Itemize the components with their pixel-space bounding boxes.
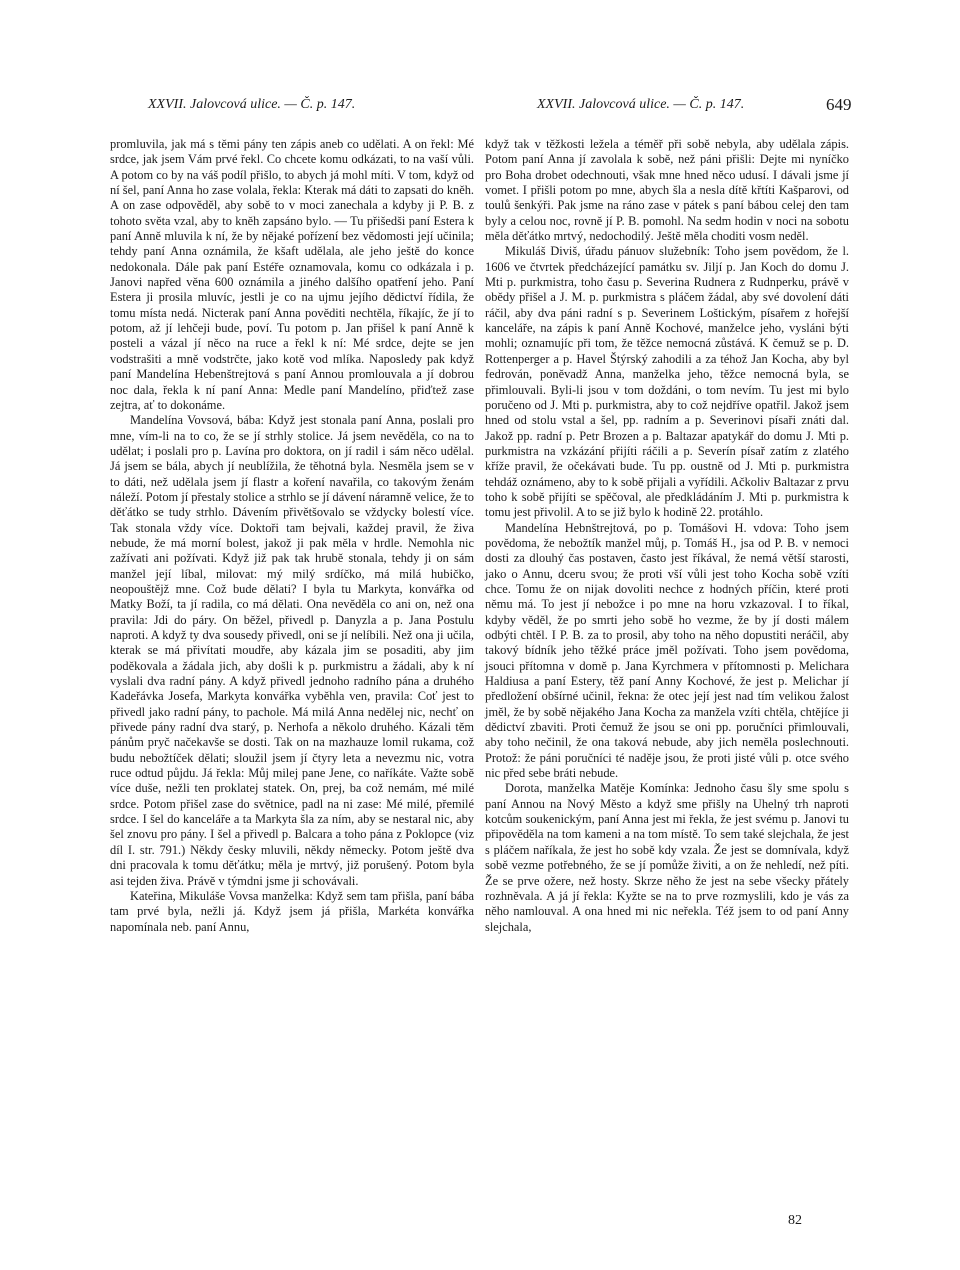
paragraph: promluvila, jak má s těmi pány ten zápis aneb co udělati. A on řekl: Mé srdce, jak jsem Vám prvé řekl. Co chcete komu odkázati, to na vaší vůli. A potom co by na váš podíl přišlo, to abych já mohl míti. V tom, když od ní šel, paní Anna ho zase volala, řekla: Kterak má dáti to zapsati do kněh. A on zase odpověděl, aby sobě to v moci zanechala a kdyby ji P. B. z tohoto světa vzal, aby to kněh zapsáno bylo. — Tu přišedši paní Estera k paní Anně mluvila k ní, že by nějaké pořízení bez vědomosti její učinila; tehdy paní Anna oznámila, že kšaft udělala, ale jeho ještě do konce nedokonala. Dále pak paní Estéře oznamovala, komu co odkázala i p. Janovi napřed věna 600 oznámila a jiného dalšího opatření jeho. Paní Estera ji prosila mluvíc, jestli je co na ujmu jejího dědictví řídila, že tomu místa nedá. Nicterak paní Anna pověditi nechtěla, říkajíc, že jí to potom, až jí lehčeji bude, poví. Tu potom p. Jan přišel k paní Anně k posteli a vázal jí něco na ruce a řekl k ní: Mé srdce, dejte se jen vodstrašiti a mně vodstrčte, jako kotě vod mlíka. Naposledy pak když paní Mandelína Hebenštrejtová s paní Annou promlouvala a jí dobrou noc dala, řekla k ní paní Anna: Medle paní Mandelíno, přiďtež zase zejtra, ať to dokonáme. xyxy=(110,137,474,412)
right-column xyxy=(485,137,849,935)
paragraph: Mandelína Vovsová, bába: Když jest stonala paní Anna, poslali pro mne, vím-li na to co, že se jí strhly stolice. Já jsem nevěděla, co na to udělat; i poslali pro p. Lavína pro doktora, on jí radil i sám něco udělal. Já jsem se bála, abych jí neublížila, že těhotná byla. Nesměla jsem se v to dáti, než udělala jsem jí flastr a koření navařila, co takovým ženám náleží. Potom jí přestaly stolice a strhlo se jí dávení náramně velice, že to děťátko se tudy strhlo. Dávením přivětšovalo se vždycky bolestí více. Tak stonala vždy více. Doktoři tam bejvali, každej pravil, že živa nebude, že má morní bolest, jakož ji pak měla v hrdle. Nemohla nic zažívati ani požívati. Když již pak tak hrubě stonala, tehdy ji on sám manžel její líbal, milovat: mý milý srdíčko, má milá hubičko, neopouštějž mne. Což bude dělati? I byla tu Markyta, konvářka od Matky Boží, ta jí radila, co má dělati. Ona nevěděla co ani on, než ona pravila: Jdi do páry. On běžel, přivedl p. Danyzla a p. Jana Postulu naproti. A když ty dva sousedy přivedl, oni se jí nelíbili. Než ona ji učila, kterak se má přivítati moudře, aby kázala jim se posaditi, aby jim poděkovala a žádala jich, aby došli k p. purkmistru a žádali, aby k ní vyslali dva radní pány. A když přivedl jednoho radního pána a druhého Kadeřávka Josefa, Markyta konvářka vyběhla ven, pravila: Coť jest to přivedl jako radní pány, to pachole. Má milá Anna nedělej nic, nechť on přivede pány radní dva starý, p. Nerhofa a několo druhého. Kázali těm pánům pryč načekavše se dosti. Tak on na mazhauze lomil rukama, což budu nebožtíček dělati; sloužil jsem jí čtyry leta a nevezmu nic, votra ruce odtud půjdu. Já řekla: Můj milej pane Jene, co naříkáte. Važte sobě více duše, nežli ten proklatej statek. On, prej, ba což nemám, mé milé srdce. Potom přišel zase do světnice, padl na ni zase: Mé milé, přemilé srdce. I šel do kanceláře a ta Markyta šla za ním, aby se nestaral nic, aby šel znovu pro pány. I šel a přivedl p. Balcara a toho pána z Poklopce (viz díl I. str. 791.) Někdy česky mluvili, někdy německy. Potom ještě dva dni pracovala k tomu děťátku; měla je mrtvý, již porušený. Potom byla asi tejden živa. Právě v týmdni jsme ji schovávali. xyxy=(110,413,474,888)
paragraph: Dorota, manželka Matěje Komínka: Jednoho času šly sme spolu s paní Annou na Nový Město a když sme přišly na Uhelný trh naproti kotcům soukenickým, paní Anna jest mi řekla, že jest svému p. Janovi tu připověděla na tom kameni a na tom místě. To sem také slejchala, že jest s pláčem naříkala, že jest ho sobě kdy vzala. Že jest se domnívala, když sobě vezme potřebného, že se jí pomůže živiti, a on že nehledí, než píti. Že se prve ožere, než hosty. Skrze něho že jest na sebe všecky přátely rozhněvala. A já jí řekla: Kyžte se na to prve rozmyslili, kdo je vás za něho namlouval. A ona hned mi nic neřekla. Též jsem to od paní Anny slejchala, xyxy=(485,781,849,934)
paragraph: Mandelína Hebnštrejtová, po p. Tomášovi H. vdova: Toho jsem povědoma, že nebožtík manžel můj, p. Tomáš H., jsa od P. B. v nemoci dosti za dlouhý čas postaven, často jest říkával, že nemá větší starosti, jako o Annu, dceru svou; že proti vší vůli jest toho Kocha sobě vzíti chce. Tomu že on nijak dovoliti nechce z hodných příčin, které proti němu má. To jest jí nebožce i po mne na horu vzkazoval. I to říkal, kdyby věděl, že po smrti jeho sobě ho vezme, že by jí dosti málem odbýti chtěl. I P. B. za to prosil, aby toho na něho dopustiti neráčil, aby takový bídník jeho těžké práce jměl požívati. Toho jsem povědoma, jsouci přítomna v domě p. Jana Kyrchmera v přítomnosti p. Melichara Haldiusa a paní Estery, těž paní Anny Kochové, že jest p. Melichar jí předložení obšírné učinil, řekna: že otec její jest nad tím velikou žalost jměl, že by sobě nějakého Jana Kocha za manžela vzíti chtěla, chtějíce ji dědictví zbaviti. Proti čemuž že jsou se oni pp. poručníci přimlouvali, aby toho nečinil, že ona taková nebude, aby jich neměla poslechnouti. Protož: že páni poručníci té naděje jsou, že proti jisté vůli p. otce svého nic před sebe bráti nebude. xyxy=(485,520,849,781)
text-columns xyxy=(110,137,865,1227)
signature-mark: 82 xyxy=(788,1213,802,1228)
running-header xyxy=(0,97,960,119)
paragraph: Mikuláš Diviš, úřadu pánuov služebník: Toho jsem povědom, že l. 1606 ve čtvrtek předcházející památku sv. Jiljí p. Jan Koch do domu J. Mti p. purkmistra, toho času p. Severina Rudnera z Rudnperku, právě v obědy přišel a J. M. p. purkmistra s pláčem žádal, aby své dovolení dáti ráčil, aby dva páni radní s p. Severinem Loštickým, písařem z hořejší kanceláře, na zápis k paní Anně Kochové, manželce jeho, vysláni býti mohli; oznamujíc při tom, že těžce nemocná zůstává. K čemuž se p. D. Rottenperger a p. Havel Štýrský zahodili a za téhož Jan Kocha, aby byl fedrován, poněvadž Anna, manželka jeho, těžce nemocná byla, se přimlouvali. Byli-li jsou v tom doždáni, o tom nevím. Tu jest mi bylo poručeno od J. Mti p. purkmistra, aby to což nejdříve opatřil. Jakož jsem hned od stolu vstal a šel, pp. radním a p. Severinovi písaři znáti dal. Jakož pp. radní p. Petr Brozen a p. Baltazar apatykář do domu J. Mti p. purkmistra na vzkázání přijíti ráčili a p. Severín písař zatím z zlatého kříže pravil, že očekávati bude. Tu pp. oustně od J. Mti p. purkmistra tehdáž oznámeno, aby to k sobě přijali a vyřídili. Ačkoliv Baltazar z prvu toho k sobě přijíti se spěčoval, ale předkládáním J. Mti p. purkmistra k tomu jest přivolil. A to se již bylo k hodině 22. protáhlo. xyxy=(485,244,849,520)
header-left-title: XXVII. Jalovcová ulice. — Č. p. 147. xyxy=(148,97,356,112)
paragraph: když tak v těžkosti ležela a téměř při sobě nebyla, aby udělala zápis. Potom paní Anna jí zavolala k sobě, než páni přišli: Dejte mi nyníčko pro Boha drobet odechnouti, však mne hned něco udusí. I dávali jsme jí vomet. I přišli potom po mne, abych šla a nesla dítě křtíti Kašparovi, od toulů šenkýři. Pak jsme na ráno zase v pátek s paní bábou celej den tam byly a celou noc, rovně jí P. B. pomohl. Na sedm hodin v noci na sobotu měla děťátko mrtvý, nedochodilý. Ještě měla choditi vosm neděl. xyxy=(485,137,849,244)
left-column xyxy=(110,137,474,935)
header-right-title: XXVII. Jalovcová ulice. — Č. p. 147. xyxy=(537,97,745,112)
paragraph: Kateřina, Mikuláše Vovsa manželka: Když sem tam přišla, paní bába tam prvé byla, nežli já. Když jsem já přišla, Markéta konvářka napomínala neb. paní Annu, xyxy=(110,888,474,934)
page-number: 649 xyxy=(826,95,852,114)
